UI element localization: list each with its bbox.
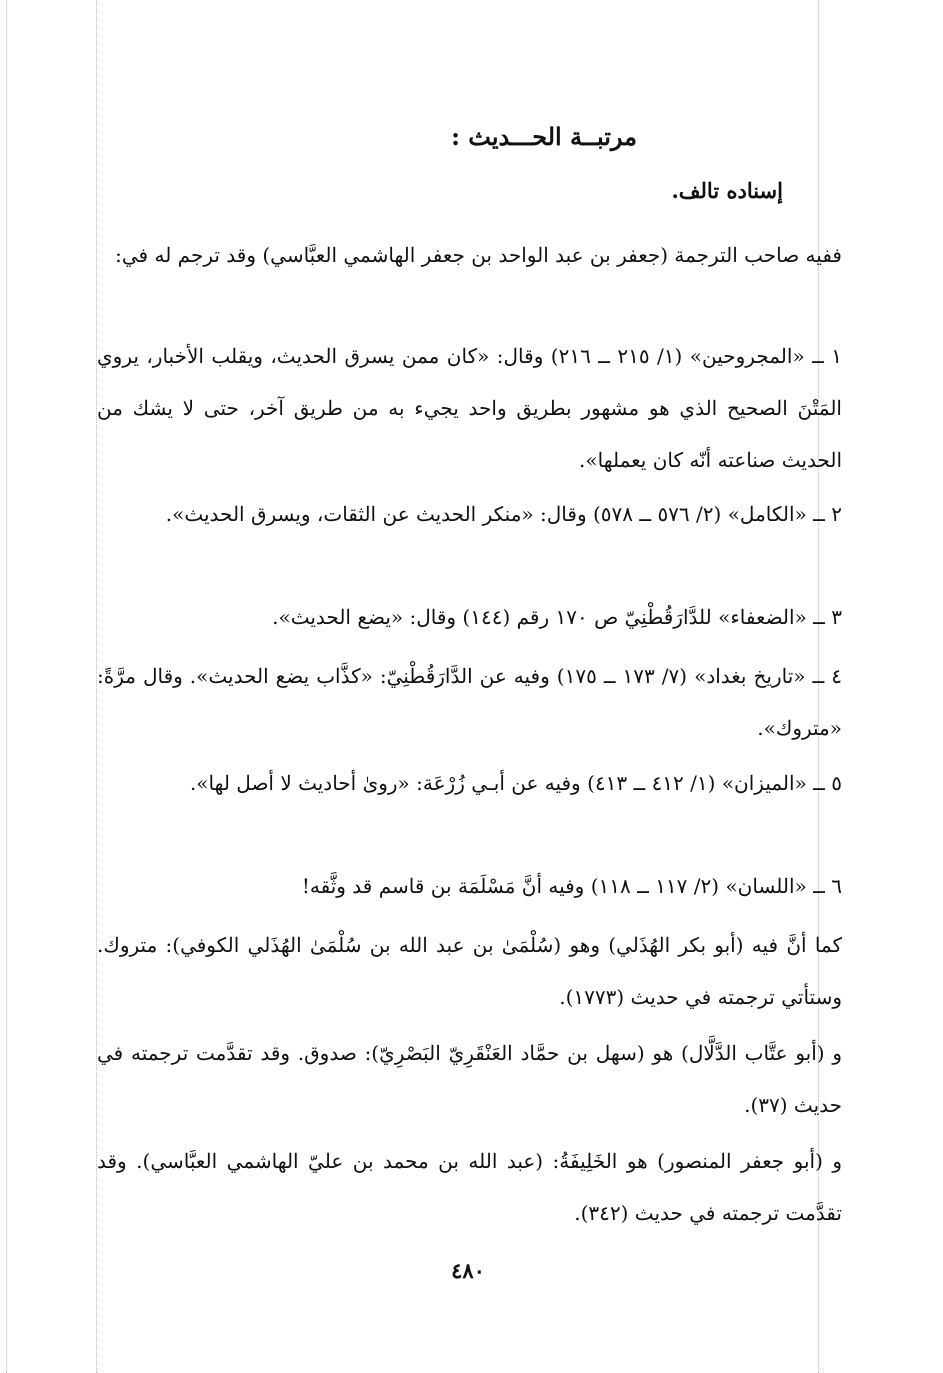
paragraph-note-abu-attab: و (أبو عتَّاب الدَّلَّال) هو (سهل بن حمَّاد العَنْقَرِيّ البَصْرِيّ): صدوق. وقد تقدَّمت ترجمته في حديث (٣٧). — [97, 1041, 842, 1117]
section-title: مرتبــة الحـــديث : — [451, 122, 637, 151]
paragraph-item-4: ٤ ــ «تاريخ بغداد» (٧/ ١٧٣ ــ ١٧٥) وفيه عن الدَّارَقُطْنِيّ: «كذَّاب يضع الحديث». وقال مرَّةً: «متروك». — [97, 664, 842, 740]
paragraph-item-2: ٢ ــ «الكامل» (٢/ ٥٧٦ ــ ٥٧٨) وقال: «منكر الحديث عن الثقات، ويسرق الحديث». — [165, 502, 842, 526]
paragraph-item-6: ٦ ــ «اللسان» (٢/ ١١٧ ــ ١١٨) وفيه أنَّ مَسْلَمَة بن قاسم قد وثَّقه! — [301, 874, 842, 898]
paragraph-note-abu-bakr: كما أنَّ فيه (أبو بكر الهُذَلي) وهو (سُلْمَىٰ بن عبد الله بن سُلْمَىٰ الهُذَلي الكوفي): متروك. وستأتي ترجمته في حديث (١٧٧٣). — [97, 933, 842, 1009]
paragraph-item-1: ١ ــ «المجروحين» (١/ ٢١٥ ــ ٢١٦) وقال: «كان ممن يسرق الحديث، ويقلب الأخبار، يروي المَتْنَ الصحيح الذي هو مشهور بطريق واحد يجيء به من طريق آخر، حتى لا يشك من الحديث صناعته أنّه كان يعملها». — [97, 344, 843, 472]
page-number: ٤٨٠ — [451, 1258, 485, 1283]
paragraph-item-5: ٥ ــ «الميزان» (١/ ٤١٢ ــ ٤١٣) وفيه عن أبـي زُرْعَة: «روىٰ أحاديث لا أصل لها». — [189, 771, 842, 795]
section-subtitle: إسناده تالف. — [671, 178, 783, 203]
left-margin-guide — [6, 0, 7, 1373]
paragraph-note-abu-jafar: و (أبو جعفر المنصور) هو الخَلِيفَةُ: (عبد الله بن محمد بن عليّ الهاشمي العبَّاسي). وقد تقدَّمت ترجمته في حديث (٣٤٢). — [97, 1149, 842, 1225]
paragraph-item-3: ٣ ــ «الضعفاء» للدَّارَقُطْنِيّ ص ١٧٠ رقم (١٤٤) وقال: «يضع الحديث». — [272, 605, 842, 629]
paragraph-intro: ففيه صاحب الترجمة (جعفر بن عبد الواحد بن جعفر الهاشمي العبَّاسي) وقد ترجم له في: — [115, 243, 842, 267]
